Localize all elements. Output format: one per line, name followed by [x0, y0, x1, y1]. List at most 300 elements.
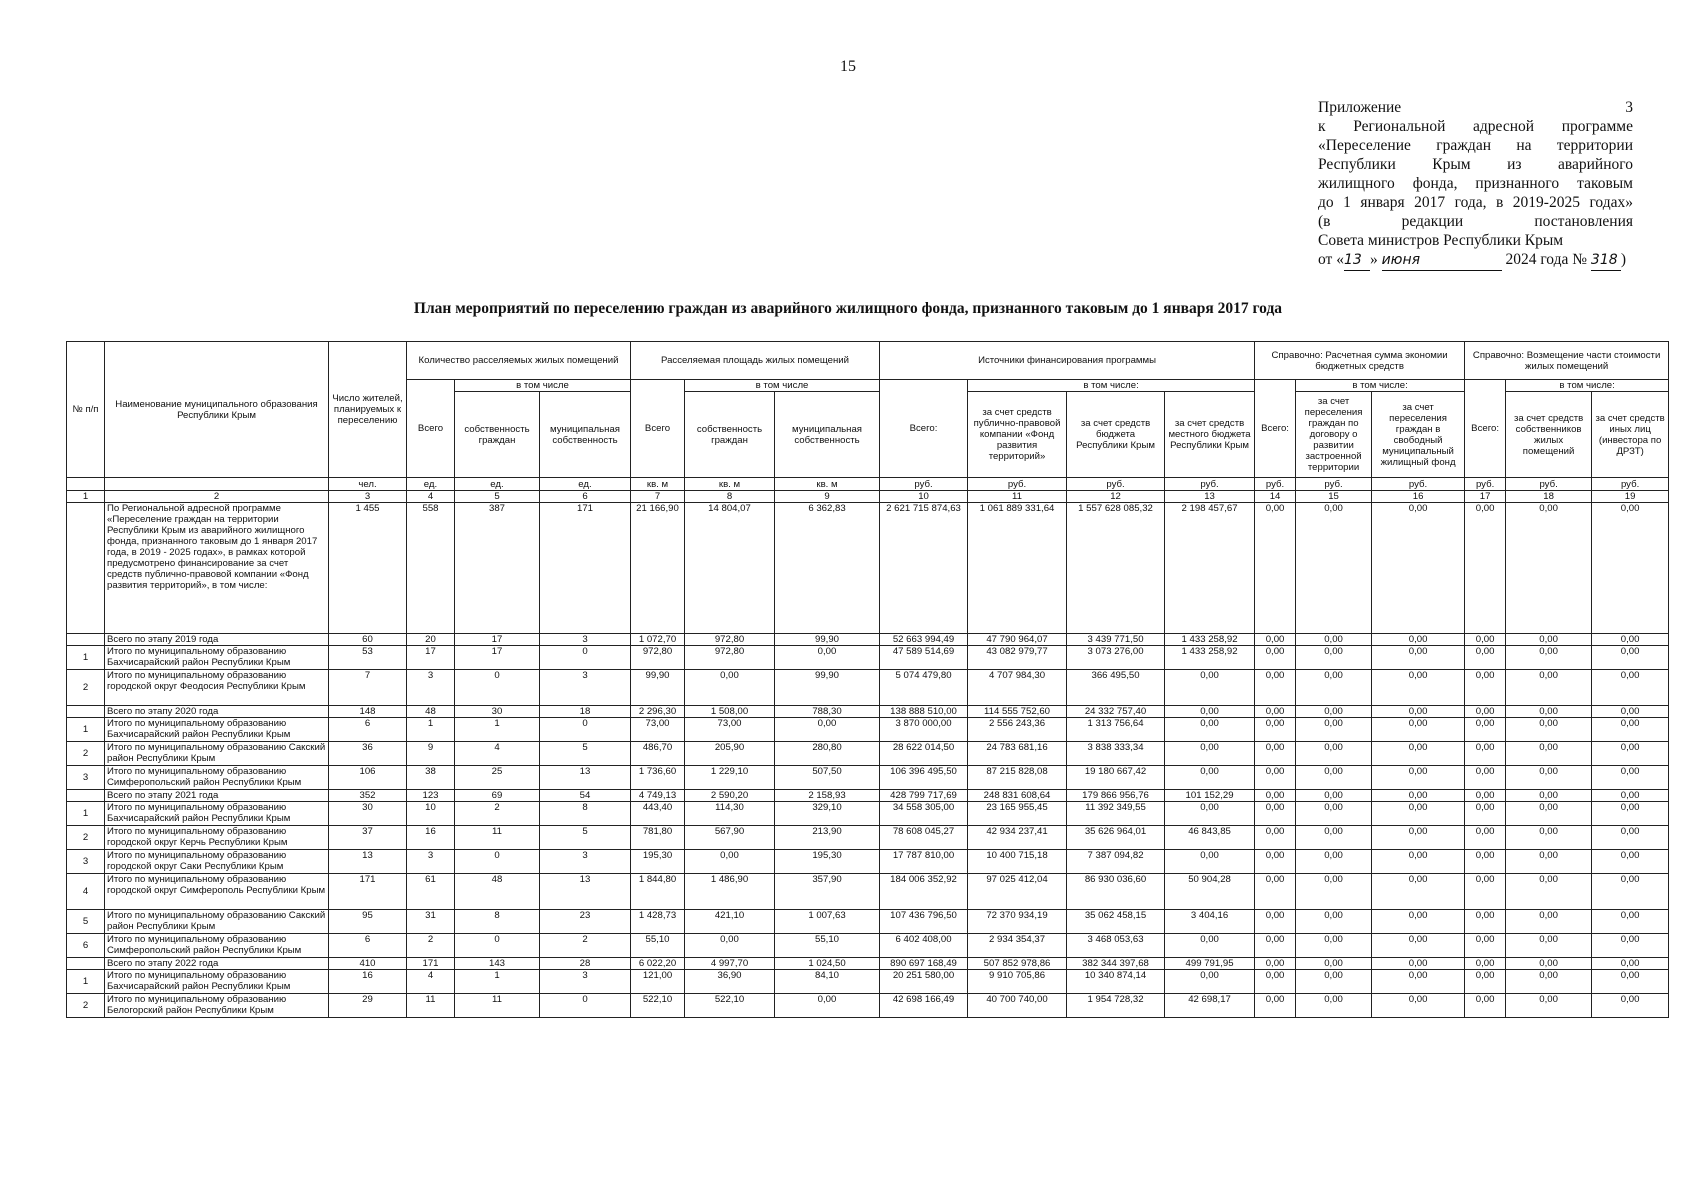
municipality-name: Итого по муниципальному образованию Сакский район Республики Крым	[105, 910, 329, 934]
value-cell: 48	[455, 874, 540, 910]
value-cell: 0,00	[1592, 910, 1669, 934]
column-number-cell: 14	[1255, 491, 1296, 503]
municipality-name: Всего по этапу 2020 года	[105, 706, 329, 718]
value-cell: 0,00	[1296, 934, 1372, 958]
header-area-own: собственность граждан	[685, 392, 775, 478]
value-cell: 16	[407, 826, 455, 850]
appendix-line: Совета министров Республики Крым	[1318, 232, 1564, 249]
header-sources-incl: в том числе:	[968, 380, 1255, 392]
value-cell: 0,00	[1465, 958, 1506, 970]
value-cell: 11	[407, 994, 455, 1018]
value-cell: 0,00	[1255, 994, 1296, 1018]
value-cell: 0,00	[1465, 934, 1506, 958]
value-cell: 73,00	[685, 718, 775, 742]
value-cell: 213,90	[775, 826, 880, 850]
value-cell: 5 074 479,80	[880, 670, 968, 706]
header-name: Наименование муниципального образования Республики Крым	[105, 342, 329, 478]
value-cell: 1 557 628 085,32	[1067, 503, 1165, 634]
value-cell: 0,00	[1165, 742, 1255, 766]
value-cell: 2	[407, 934, 455, 958]
municipality-name: Итого по муниципальному образованию Бахчисарайский район Республики Крым	[105, 718, 329, 742]
municipality-name: Итого по муниципальному образованию Белогорский район Республики Крым	[105, 994, 329, 1018]
appendix-line: к Региональной адресной программе	[1318, 118, 1633, 135]
value-cell: 10	[407, 802, 455, 826]
value-cell: 1 455	[329, 503, 407, 634]
value-cell: 0,00	[1465, 910, 1506, 934]
value-cell: 78 608 045,27	[880, 826, 968, 850]
appendix-line: «Переселение граждан на территории	[1318, 137, 1633, 154]
header-area-incl: в том числе	[685, 380, 880, 392]
value-cell: 4 749,13	[631, 790, 685, 802]
value-cell: 28	[540, 958, 631, 970]
header-rooms-group: Количество расселяемых жилых помещений	[407, 342, 631, 380]
value-cell: 7 387 094,82	[1067, 850, 1165, 874]
value-cell: 2 621 715 874,63	[880, 503, 968, 634]
date-mid: »	[1369, 251, 1378, 268]
document-title: План мероприятий по переселению граждан из аварийного жилищного фонда, признанного таковым до 1 января 2017 года	[413, 300, 1283, 317]
value-cell: 0,00	[1372, 766, 1465, 790]
value-cell: 36,90	[685, 970, 775, 994]
value-cell: 195,30	[775, 850, 880, 874]
value-cell: 0,00	[1465, 670, 1506, 706]
value-cell: 0,00	[1165, 850, 1255, 874]
appendix-line: до 1 января 2017 года, в 2019-2025 годах»	[1318, 194, 1633, 211]
value-cell: 101 152,29	[1165, 790, 1255, 802]
value-cell: 0,00	[1296, 958, 1372, 970]
value-cell: 3 838 333,34	[1067, 742, 1165, 766]
value-cell: 421,10	[685, 910, 775, 934]
table-row	[67, 970, 1669, 994]
header-no: № п/п	[67, 342, 105, 478]
appendix-line: (в редакции постановления	[1318, 213, 1633, 230]
appendix-line: Республики Крым из аварийного	[1318, 156, 1633, 173]
value-cell: 0,00	[1465, 802, 1506, 826]
value-cell: 0,00	[1506, 742, 1592, 766]
value-cell: 0,00	[1165, 802, 1255, 826]
unit-cell: руб.	[1592, 478, 1669, 491]
value-cell: 0,00	[1255, 646, 1296, 670]
table-row	[67, 802, 1669, 826]
value-cell: 107 436 796,50	[880, 910, 968, 934]
table-row	[67, 503, 1669, 634]
value-cell: 0,00	[1592, 994, 1669, 1018]
value-cell: 138 888 510,00	[880, 706, 968, 718]
value-cell: 0,00	[1506, 958, 1592, 970]
header-area-group: Расселяемая площадь жилых помещений	[631, 342, 880, 380]
table-body	[67, 503, 1669, 1018]
value-cell: 99,90	[631, 670, 685, 706]
value-cell: 0,00	[1592, 850, 1669, 874]
value-cell: 54	[540, 790, 631, 802]
value-cell: 3 404,16	[1165, 910, 1255, 934]
value-cell: 507,50	[775, 766, 880, 790]
value-cell: 0,00	[1506, 718, 1592, 742]
value-cell: 9 910 705,86	[968, 970, 1067, 994]
value-cell: 0,00	[1592, 670, 1669, 706]
value-cell: 0	[455, 850, 540, 874]
column-number-cell: 19	[1592, 491, 1669, 503]
table-row	[67, 934, 1669, 958]
value-cell: 21 166,90	[631, 503, 685, 634]
unit-cell: руб.	[1255, 478, 1296, 491]
value-cell: 143	[455, 958, 540, 970]
column-number-cell: 12	[1067, 491, 1165, 503]
value-cell: 0,00	[685, 934, 775, 958]
column-number-cell: 5	[455, 491, 540, 503]
row-number	[67, 706, 105, 718]
value-cell: 329,10	[775, 802, 880, 826]
value-cell: 37	[329, 826, 407, 850]
value-cell: 43 082 979,77	[968, 646, 1067, 670]
value-cell: 428 799 717,69	[880, 790, 968, 802]
value-cell: 0,00	[1465, 706, 1506, 718]
value-cell: 0,00	[1165, 670, 1255, 706]
value-cell: 0,00	[1372, 874, 1465, 910]
value-cell: 0,00	[775, 994, 880, 1018]
value-cell: 0,00	[1372, 934, 1465, 958]
table-header	[67, 342, 1669, 503]
column-number-cell: 13	[1165, 491, 1255, 503]
value-cell: 0,00	[1592, 802, 1669, 826]
value-cell: 6 362,83	[775, 503, 880, 634]
municipality-name: Итого по муниципальному образованию городской округ Феодосия Республики Крым	[105, 670, 329, 706]
row-number: 1	[67, 970, 105, 994]
value-cell: 0,00	[1296, 970, 1372, 994]
municipality-name: По Региональной адресной программе «Переселение граждан на территории Республики Крым из аварийного жилищного фонда, признанного таковым до 1 января 2017 года, в 2019 - 2025 годах», в рамках которой предусмотрено финансирование за счет средств публично-правовой компании «Фонд развития территорий», в том числе:	[105, 503, 329, 634]
value-cell: 17	[455, 634, 540, 646]
value-cell: 171	[407, 958, 455, 970]
value-cell: 121,00	[631, 970, 685, 994]
value-cell: 0,00	[1296, 646, 1372, 670]
column-number-cell: 10	[880, 491, 968, 503]
value-cell: 1 508,00	[685, 706, 775, 718]
value-cell: 0,00	[685, 850, 775, 874]
value-cell: 248 831 608,64	[968, 790, 1067, 802]
value-cell: 522,10	[631, 994, 685, 1018]
value-cell: 95	[329, 910, 407, 934]
value-cell: 13	[540, 874, 631, 910]
value-cell: 0,00	[1255, 718, 1296, 742]
value-cell: 972,80	[685, 634, 775, 646]
value-cell: 0,00	[1592, 970, 1669, 994]
value-cell: 2	[540, 934, 631, 958]
value-cell: 114 555 752,60	[968, 706, 1067, 718]
value-cell: 352	[329, 790, 407, 802]
value-cell: 8	[455, 910, 540, 934]
value-cell: 6	[329, 934, 407, 958]
date-year: 2024 года №	[1505, 251, 1588, 268]
value-cell: 0,00	[1255, 706, 1296, 718]
unit-cell: руб.	[968, 478, 1067, 491]
value-cell: 3	[540, 970, 631, 994]
value-cell: 0	[455, 670, 540, 706]
unit-cell: руб.	[1067, 478, 1165, 491]
value-cell: 0,00	[1296, 742, 1372, 766]
value-cell: 0,00	[1506, 503, 1592, 634]
value-cell: 1	[455, 970, 540, 994]
value-cell: 47 589 514,69	[880, 646, 968, 670]
value-cell: 24 783 681,16	[968, 742, 1067, 766]
value-cell: 184 006 352,92	[880, 874, 968, 910]
unit-cell: кв. м	[685, 478, 775, 491]
value-cell: 1 954 728,32	[1067, 994, 1165, 1018]
municipality-name: Итого по муниципальному образованию городской округ Керчь Республики Крым	[105, 826, 329, 850]
value-cell: 0,00	[1465, 874, 1506, 910]
value-cell: 4 707 984,30	[968, 670, 1067, 706]
value-cell: 46 843,85	[1165, 826, 1255, 850]
unit-cell: кв. м	[775, 478, 880, 491]
row-number: 3	[67, 850, 105, 874]
value-cell: 72 370 934,19	[968, 910, 1067, 934]
value-cell: 0,00	[1372, 742, 1465, 766]
value-cell: 0,00	[1506, 874, 1592, 910]
value-cell: 0,00	[1296, 790, 1372, 802]
row-number: 6	[67, 934, 105, 958]
value-cell: 382 344 397,68	[1067, 958, 1165, 970]
header-reimb-investor: за счет средств иных лиц (инвестора по ДРЗТ)	[1592, 392, 1669, 478]
value-cell: 106	[329, 766, 407, 790]
table-row	[67, 670, 1669, 706]
column-number-cell: 18	[1506, 491, 1592, 503]
municipality-name: Итого по муниципальному образованию Симферопольский район Республики Крым	[105, 766, 329, 790]
value-cell: 2 934 354,37	[968, 934, 1067, 958]
value-cell: 3	[540, 634, 631, 646]
value-cell: 499 791,95	[1165, 958, 1255, 970]
header-economy-group: Справочно: Расчетная сумма экономии бюджетных средств	[1255, 342, 1465, 380]
value-cell: 0,00	[1296, 503, 1372, 634]
municipality-name: Итого по муниципальному образованию городской округ Саки Республики Крым	[105, 850, 329, 874]
value-cell: 0,00	[1296, 634, 1372, 646]
row-number: 2	[67, 826, 105, 850]
row-number: 3	[67, 766, 105, 790]
column-number-cell: 2	[105, 491, 329, 503]
value-cell: 1	[455, 718, 540, 742]
value-cell: 0,00	[1592, 742, 1669, 766]
value-cell: 1 313 756,64	[1067, 718, 1165, 742]
table-row	[67, 742, 1669, 766]
appendix-date-line	[1318, 250, 1633, 271]
value-cell: 60	[329, 634, 407, 646]
value-cell: 2 556 243,36	[968, 718, 1067, 742]
value-cell: 4	[455, 742, 540, 766]
header-src-rk: за счет средств бюджета Республики Крым	[1067, 392, 1165, 478]
value-cell: 0,00	[1506, 826, 1592, 850]
municipality-name: Итого по муниципальному образованию Сакский район Республики Крым	[105, 742, 329, 766]
municipality-name: Итого по муниципальному образованию Бахчисарайский район Республики Крым	[105, 970, 329, 994]
value-cell: 195,30	[631, 850, 685, 874]
value-cell: 0,00	[1506, 970, 1592, 994]
value-cell: 0,00	[1296, 994, 1372, 1018]
value-cell: 507 852 978,86	[968, 958, 1067, 970]
appendix-line: Приложение 3	[1318, 99, 1633, 116]
value-cell: 0,00	[1255, 850, 1296, 874]
appendix-block	[1318, 98, 1633, 271]
value-cell: 13	[540, 766, 631, 790]
value-cell: 6 022,20	[631, 958, 685, 970]
value-cell: 10 340 874,14	[1067, 970, 1165, 994]
value-cell: 0,00	[1592, 826, 1669, 850]
value-cell: 3 468 053,63	[1067, 934, 1165, 958]
value-cell: 0,00	[1465, 646, 1506, 670]
value-cell: 0,00	[1296, 706, 1372, 718]
value-cell: 0,00	[1592, 706, 1669, 718]
value-cell: 30	[329, 802, 407, 826]
value-cell: 0,00	[1296, 766, 1372, 790]
value-cell: 106 396 495,50	[880, 766, 968, 790]
value-cell: 1 061 889 331,64	[968, 503, 1067, 634]
row-number: 1	[67, 646, 105, 670]
value-cell: 69	[455, 790, 540, 802]
unit-cell: кв. м	[631, 478, 685, 491]
value-cell: 50 904,28	[1165, 874, 1255, 910]
value-cell: 0,00	[1296, 802, 1372, 826]
date-month-handwritten: июня	[1382, 251, 1502, 271]
date-number-handwritten: 318	[1591, 251, 1621, 271]
value-cell: 0,00	[1372, 646, 1465, 670]
header-eco-drzt: за счет переселения граждан по договору о развитии застроенной территории	[1296, 392, 1372, 478]
value-cell: 17 787 810,00	[880, 850, 968, 874]
header-economy-total: Всего:	[1255, 380, 1296, 478]
value-cell: 0,00	[1592, 934, 1669, 958]
value-cell: 99,90	[775, 634, 880, 646]
date-day-handwritten: 13	[1344, 251, 1370, 271]
row-number	[67, 503, 105, 634]
value-cell: 0,00	[1296, 874, 1372, 910]
value-cell: 148	[329, 706, 407, 718]
value-cell: 0,00	[1255, 503, 1296, 634]
value-cell: 0,00	[1255, 766, 1296, 790]
value-cell: 0,00	[1296, 850, 1372, 874]
municipality-name: Всего по этапу 2019 года	[105, 634, 329, 646]
row-number	[67, 958, 105, 970]
value-cell: 0,00	[1255, 802, 1296, 826]
value-cell: 0,00	[1255, 910, 1296, 934]
table-row	[67, 826, 1669, 850]
unit-cell: ед.	[455, 478, 540, 491]
value-cell: 35 062 458,15	[1067, 910, 1165, 934]
page-number: 15	[840, 58, 856, 75]
value-cell: 36	[329, 742, 407, 766]
value-cell: 179 866 956,76	[1067, 790, 1165, 802]
value-cell: 4 997,70	[685, 958, 775, 970]
value-cell: 0,00	[1372, 910, 1465, 934]
value-cell: 0,00	[685, 670, 775, 706]
value-cell: 522,10	[685, 994, 775, 1018]
units-row	[67, 478, 1669, 491]
value-cell: 73,00	[631, 718, 685, 742]
value-cell: 20	[407, 634, 455, 646]
value-cell: 443,40	[631, 802, 685, 826]
unit-cell: ед.	[407, 478, 455, 491]
value-cell: 0,00	[1592, 634, 1669, 646]
column-number-cell: 4	[407, 491, 455, 503]
value-cell: 0,00	[1296, 910, 1372, 934]
column-number-cell: 11	[968, 491, 1067, 503]
value-cell: 13	[329, 850, 407, 874]
value-cell: 3 073 276,00	[1067, 646, 1165, 670]
value-cell: 86 930 036,60	[1067, 874, 1165, 910]
value-cell: 0,00	[775, 718, 880, 742]
value-cell: 3	[407, 670, 455, 706]
value-cell: 16	[329, 970, 407, 994]
municipality-name: Итого по муниципальному образованию городской округ Симферополь Республики Крым	[105, 874, 329, 910]
value-cell: 17	[407, 646, 455, 670]
value-cell: 972,80	[631, 646, 685, 670]
value-cell: 0,00	[1296, 670, 1372, 706]
value-cell: 0,00	[1255, 874, 1296, 910]
value-cell: 84,10	[775, 970, 880, 994]
value-cell: 0,00	[1465, 850, 1506, 874]
value-cell: 42 934 237,41	[968, 826, 1067, 850]
unit-cell-empty	[105, 478, 329, 491]
row-number: 2	[67, 994, 105, 1018]
value-cell: 0,00	[1165, 706, 1255, 718]
header-reimb-incl: в том числе:	[1506, 380, 1669, 392]
value-cell: 5	[540, 826, 631, 850]
row-number	[67, 790, 105, 802]
value-cell: 0,00	[1465, 766, 1506, 790]
value-cell: 0,00	[1372, 994, 1465, 1018]
value-cell: 558	[407, 503, 455, 634]
value-cell: 34 558 305,00	[880, 802, 968, 826]
value-cell: 2 198 457,67	[1165, 503, 1255, 634]
value-cell: 0,00	[1465, 503, 1506, 634]
value-cell: 0,00	[1165, 766, 1255, 790]
column-number-cell: 15	[1296, 491, 1372, 503]
value-cell: 1 072,70	[631, 634, 685, 646]
column-numbers-row	[67, 491, 1669, 503]
municipality-name: Итого по муниципальному образованию Бахчисарайский район Республики Крым	[105, 646, 329, 670]
table-row	[67, 958, 1669, 970]
value-cell: 0,00	[1296, 718, 1372, 742]
table-row	[67, 790, 1669, 802]
unit-cell: руб.	[1506, 478, 1592, 491]
table-row	[67, 766, 1669, 790]
value-cell: 23	[540, 910, 631, 934]
value-cell: 972,80	[685, 646, 775, 670]
value-cell: 1 428,73	[631, 910, 685, 934]
value-cell: 0,00	[1506, 766, 1592, 790]
value-cell: 0,00	[1506, 646, 1592, 670]
value-cell: 205,90	[685, 742, 775, 766]
table-row	[67, 634, 1669, 646]
value-cell: 11	[455, 994, 540, 1018]
header-area-total: Всего	[631, 380, 685, 478]
header-area-mun: муниципальная собственность	[775, 392, 880, 478]
column-number-cell: 1	[67, 491, 105, 503]
value-cell: 2 590,20	[685, 790, 775, 802]
value-cell: 4	[407, 970, 455, 994]
row-number	[67, 634, 105, 646]
unit-cell: руб.	[1165, 478, 1255, 491]
value-cell: 38	[407, 766, 455, 790]
value-cell: 0,00	[1506, 994, 1592, 1018]
value-cell: 788,30	[775, 706, 880, 718]
value-cell: 20 251 580,00	[880, 970, 968, 994]
header-eco-free-fund: за счет переселения граждан в свободный муниципальный жилищный фонд	[1372, 392, 1465, 478]
value-cell: 24 332 757,40	[1067, 706, 1165, 718]
header-src-fund: за счет средств публично-правовой компании «Фонд развития территорий»	[968, 392, 1067, 478]
value-cell: 1 844,80	[631, 874, 685, 910]
row-number: 1	[67, 718, 105, 742]
value-cell: 0,00	[1465, 790, 1506, 802]
value-cell: 0	[540, 718, 631, 742]
column-number-cell: 7	[631, 491, 685, 503]
value-cell: 19 180 667,42	[1067, 766, 1165, 790]
value-cell: 42 698 166,49	[880, 994, 968, 1018]
value-cell: 0,00	[1296, 826, 1372, 850]
header-rooms-incl: в том числе	[455, 380, 631, 392]
